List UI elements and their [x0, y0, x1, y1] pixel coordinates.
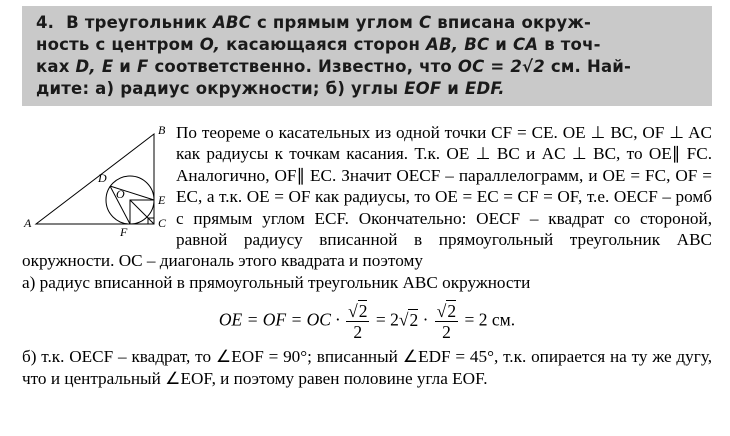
problem-text: В треугольник [66, 13, 207, 32]
formula-dot: · [422, 309, 429, 330]
formula-rhs: = 2 см. [464, 309, 516, 330]
formula-mid-root: 2 [409, 309, 419, 330]
problem-var: C [418, 13, 432, 32]
problem-text: ках [36, 57, 70, 76]
label-o: O [116, 187, 125, 201]
problem-var: BC [464, 35, 490, 54]
problem-text: соответственно. Известно, что [154, 57, 452, 76]
label-d: D [98, 171, 107, 185]
problem-var: E [101, 57, 114, 76]
solution [22, 122, 712, 389]
fraction-2: $\frac{√2}{2}$ [436, 301, 457, 343]
problem-number: 4. [36, 13, 55, 32]
problem-var: CA [512, 35, 539, 54]
problem-text: и [447, 79, 460, 98]
problem-text: с прямым углом [256, 13, 414, 32]
problem-text: вписана окруж- [437, 13, 592, 32]
label-f: F [120, 225, 128, 236]
problem-var: AB, [426, 35, 459, 54]
problem-text: ность с центром [36, 35, 194, 54]
fraction-1: $\frac{√2}{2}$ [348, 301, 368, 343]
problem-text: см. Най- [550, 57, 632, 76]
problem-text: в точ- [544, 35, 601, 54]
label-b: B [158, 124, 166, 137]
formula-mid: = 2 [375, 309, 399, 330]
label-c: C [158, 216, 167, 230]
problem-text: дите: а) радиус окружности; б) углы [36, 79, 399, 98]
solution-paragraph-1: По теореме о касательных из одной точки CF = CE. OE ⊥ BC, OF ⊥ AC как радиусы к точкам касания. Т.к. OE ⊥ BC и AC ⊥ BC, то OE∥ FC. Аналогично, OF∥ EC. Значит OECF – параллелограмм, и OE = FC, OF = EC, а т.к. OE = OF как радиусы, то OE = EC = CF = OF, т.е. OECF – ромб с прямым углом ECF. Окончательно: OECF – квадрат со стороной, равной радиусу вписанной в прямоугольный треугольник ABC окружности. OC – диагональ этого квадрата и поэтому [22, 123, 712, 271]
problem-var: EOF [404, 79, 442, 98]
fraction-2-num: 2 [447, 301, 457, 322]
fraction-1-den: 2 [353, 322, 363, 343]
problem-statement [22, 6, 712, 106]
problem-text: и [495, 35, 508, 54]
fraction-1-num: 2 [358, 301, 368, 322]
label-e: E [158, 193, 166, 207]
solution-part-b: б) т.к. OECF – квадрат, то ∠EOF = 90°; вписанный ∠EDF = 45°, т.к. опирается на ту же дугу, что и центральный ∠EOF, и поэтому равен половине угла EOF. [22, 347, 712, 388]
problem-text: касающаяся сторон [226, 35, 421, 54]
fraction-2-den: 2 [442, 322, 451, 343]
problem-var: F [137, 57, 149, 76]
figure-spacer [22, 122, 176, 230]
solution-part-a: а) радиус вписанной в прямоугольный треугольник ABC окружности [22, 272, 531, 292]
problem-var: ABC [212, 13, 252, 32]
formula-lhs: OE = OF = OC · [218, 309, 340, 330]
radius-formula: OE = OF = OC · $\frac{√2}{2}$ = 2√2 · $\frac{√2}{2}$ = 2 см. [218, 301, 516, 343]
problem-var: OC = 2√2 [457, 57, 545, 76]
problem-var: O, [199, 35, 221, 54]
problem-text: и [119, 57, 132, 76]
problem-var: D, [75, 57, 96, 76]
problem-var: EDF. [465, 79, 505, 98]
label-a: A [24, 216, 32, 230]
